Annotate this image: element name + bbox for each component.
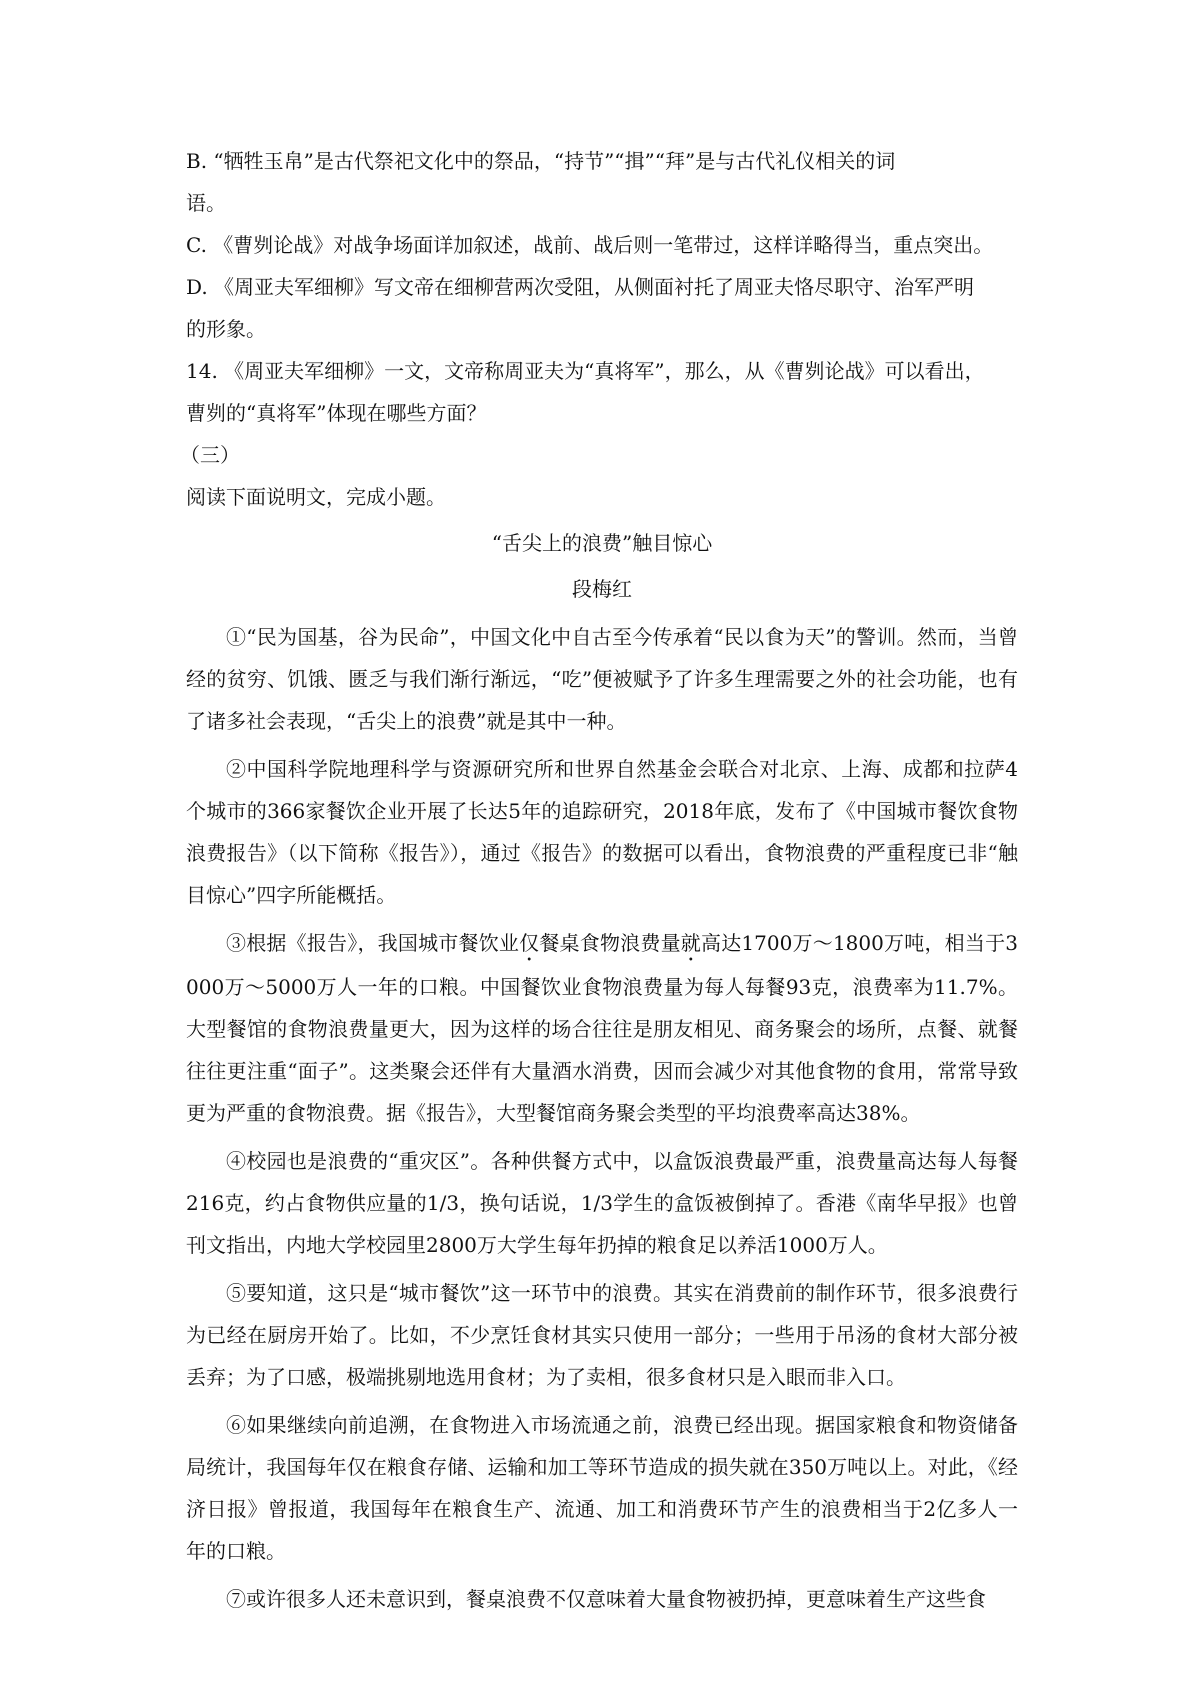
article-paragraph-5: ⑤要知道，这只是“城市餐饮”这一环节中的浪费。其实在消费前的制作环节，很多浪费行为已经在厨房开始了。比如，不少烹饪食材其实只使用一部分；一些用于吊汤的食材大部分被丢弃；为了口感，极端挑剔地选用食材；为了卖相，很多食材只是入眼而非入口。 xyxy=(186,1281,1018,1389)
article-paragraph-6: ⑥如果继续向前追溯，在食物进入市场流通之前，浪费已经出现。据国家粮食和物资储备局统计，我国每年仅在粮食存储、运输和加工等环节造成的损失就在350万吨以上。对此，《经济日报》曾报道，我国每年在粮食生产、流通、加工和消费环节产生的浪费相当于2亿多人一年的口粮。 xyxy=(186,1413,1018,1563)
option-d-line2: 的形象。 xyxy=(186,317,266,341)
article-title: “舌尖上的浪费”触目惊心 xyxy=(491,531,713,555)
paragraph-3-text-middle: 餐桌食物浪费量 xyxy=(539,931,681,955)
question-14-line2: 曹刿的“真将军”体现在哪些方面？ xyxy=(186,401,487,425)
article-paragraph-7: ⑦或许很多人还未意识到，餐桌浪费不仅意味着大量食物被扔掉，更意味着生产这些食 xyxy=(226,1587,986,1611)
paragraph-3-text-start: ③根据《报告》，我国城市餐饮业 xyxy=(226,931,520,955)
page-content xyxy=(180,140,1019,1620)
option-c: C. 《曹刿论战》对战争场面详加叙述，战前、战后则一笔带过，这样详略得当，重点突出。 xyxy=(186,233,994,257)
paragraph-3-text-end: 高达1700万～1800万吨，相当于3000万～5000万人一年的口粮。中国餐饮业食物浪费量为每人每餐93克，浪费率为11.7%。大型餐馆的食物浪费量更大，因为这样的场合往往是朋友相见、商务聚会的场所，点餐、就餐往往更注重“面子”。这类聚会还伴有大量酒水消费，因而会减少对其他食物的食用，常常导致更为严重的食物浪费。据《报告》，大型餐馆商务聚会类型的平均浪费率高达38%。 xyxy=(186,931,1019,1125)
article-author: 段梅红 xyxy=(572,577,632,601)
section-heading: （三） xyxy=(180,443,240,467)
option-b-line1: B. “牺牲玉帛”是古代祭祀文化中的祭品，“持节”“揖”“拜”是与古代礼仪相关的词 xyxy=(186,149,896,173)
emphasized-word-jiu: 就 xyxy=(680,931,702,955)
article-paragraph-3 xyxy=(186,922,1018,1134)
emphasized-word-jin: 仅 xyxy=(519,931,540,955)
article-paragraph-4: ④校园也是浪费的“重灾区”。各种供餐方式中，以盒饭浪费最严重，浪费量高达每人每餐216克，约占食物供应量的1/3，换句话说，1/3学生的盒饭被倒掉了。香港《南华早报》也曾刊文指出，内地大学校园里2800万大学生每年扔掉的粮食足以养活1000万人。 xyxy=(186,1149,1018,1257)
option-b-line2: 语。 xyxy=(186,191,226,215)
option-d-line1: D. 《周亚夫军细柳》写文帝在细柳营两次受阻，从侧面衬托了周亚夫恪尽职守、治军严明 xyxy=(186,275,975,299)
article-paragraph-2: ②中国科学院地理科学与资源研究所和世界自然基金会联合对北京、上海、成都和拉萨4个城市的366家餐饮企业开展了长达5年的追踪研究，2018年底，发布了《中国城市餐饮食物浪费报告》（以下简称《报告》），通过《报告》的数据可以看出，食物浪费的严重程度已非“触目惊心”四字所能概括。 xyxy=(186,757,1018,907)
section-instruction: 阅读下面说明文，完成小题。 xyxy=(186,485,446,509)
question-14-line1: 14. 《周亚夫军细柳》一文，文帝称周亚夫为“真将军”，那么，从《曹刿论战》可以看出， xyxy=(186,359,985,383)
article-paragraph-1: ①“民为国基，谷为民命”，中国文化中自古至今传承着“民以食为天”的警训。然而，当曾经的贫穷、饥饿、匮乏与我们渐行渐远，“吃”便被赋予了许多生理需要之外的社会功能，也有了诸多社会表现，“舌尖上的浪费”就是其中一种。 xyxy=(186,625,1018,733)
